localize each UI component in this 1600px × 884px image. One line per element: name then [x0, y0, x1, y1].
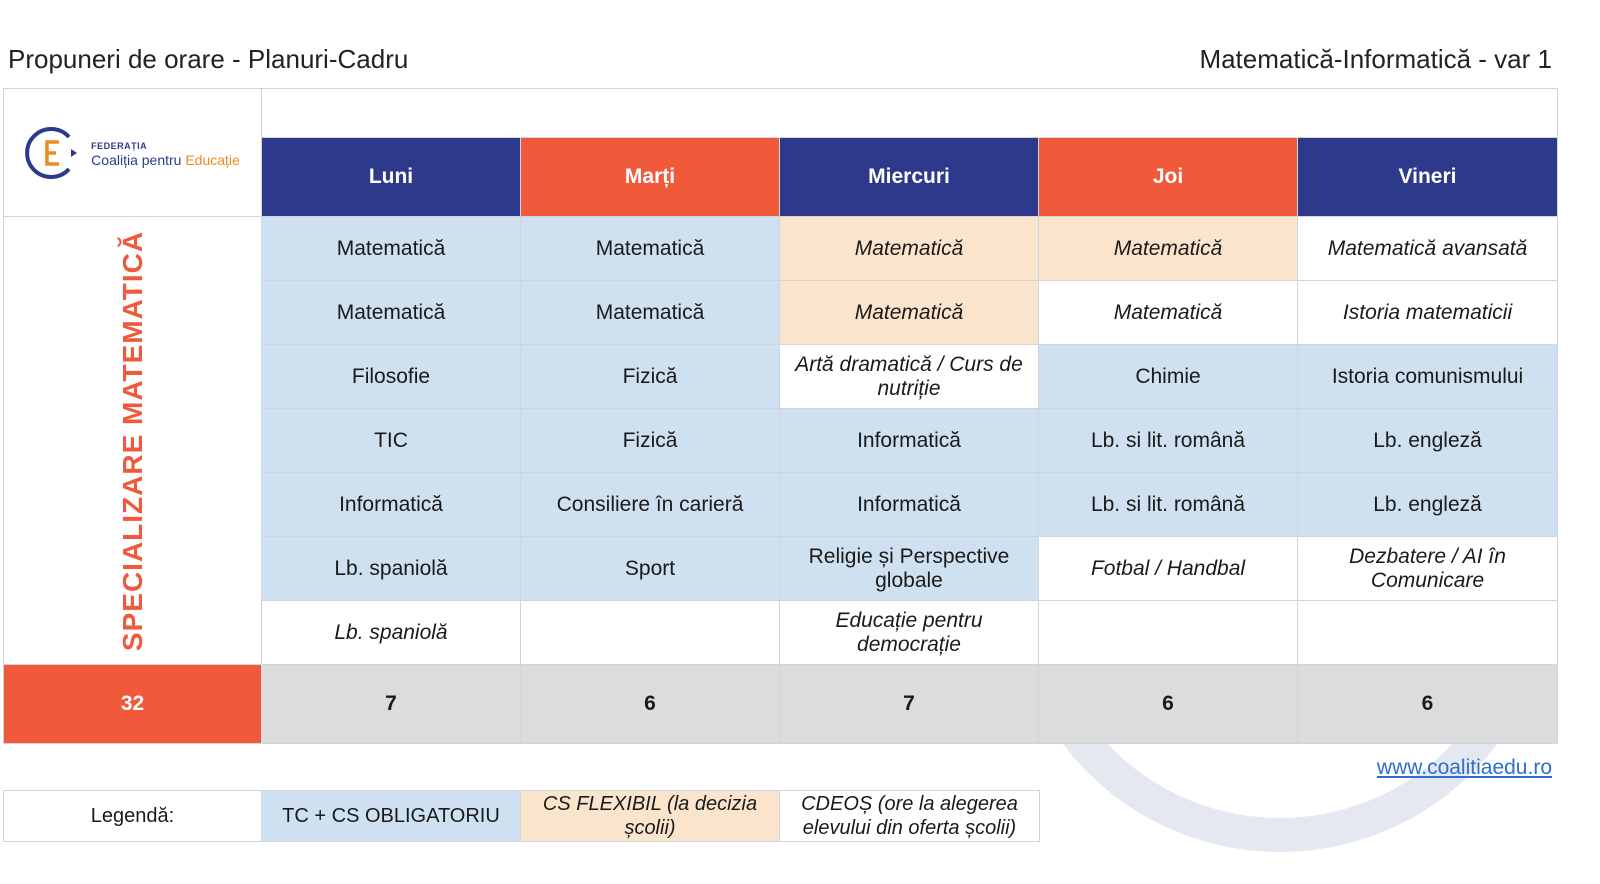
coalitia-logo-icon — [25, 125, 81, 181]
day-header-marti: Marți — [521, 138, 780, 217]
schedule-cell: TIC — [262, 409, 521, 473]
schedule-cell — [1298, 601, 1558, 665]
page-subtitle: Matematică-Informatică - var 1 — [1199, 44, 1552, 74]
day-total: 6 — [1039, 665, 1298, 744]
schedule-cell: Matematică — [1039, 281, 1298, 345]
totals-row — [4, 665, 1558, 744]
schedule-cell: Informatică — [780, 473, 1039, 537]
legend-table — [3, 790, 1040, 842]
schedule-cell: Istoria comunismului — [1298, 345, 1558, 409]
schedule-cell — [521, 601, 780, 665]
schedule-cell: Matematică avansată — [1298, 217, 1558, 281]
schedule-cell — [1039, 601, 1298, 665]
day-header-vineri: Vineri — [1298, 138, 1558, 217]
logo — [4, 89, 262, 217]
schedule-cell: Religie și Perspective globale — [780, 537, 1039, 601]
schedule-cell: Matematică — [262, 281, 521, 345]
schedule-cell: Matematică — [521, 217, 780, 281]
day-header-joi: Joi — [1039, 138, 1298, 217]
page-title: Propuneri de orare - Planuri-Cadru — [8, 44, 409, 74]
schedule-cell: Lb. si lit. română — [1039, 409, 1298, 473]
schedule-cell: Lb. spaniolă — [262, 537, 521, 601]
specialization-label-cell — [4, 217, 262, 665]
legend-tc-cs: TC + CS OBLIGATORIU — [262, 791, 521, 842]
website-link[interactable]: www.coalitiaedu.ro — [1376, 756, 1552, 779]
logo-name: Coaliția pentru — [91, 151, 186, 168]
schedule-cell: Fizică — [521, 345, 780, 409]
schedule-cell: Matematică — [1039, 217, 1298, 281]
day-header-luni: Luni — [262, 138, 521, 217]
schedule-cell: Lb. si lit. română — [1039, 473, 1298, 537]
legend-cdeos: CDEOȘ (ore la alegerea elevului din oferta școlii) — [780, 791, 1040, 842]
logo-name-accent: Educație — [185, 151, 240, 168]
schedule-cell: Filosofie — [262, 345, 521, 409]
day-total: 6 — [521, 665, 780, 744]
schedule-cell: Chimie — [1039, 345, 1298, 409]
header-spacer — [262, 89, 1558, 138]
schedule-cell: Matematică — [262, 217, 521, 281]
schedule-cell: Lb. engleză — [1298, 409, 1558, 473]
legend-label: Legendă: — [4, 791, 262, 842]
schedule-cell: Artă dramatică / Curs de nutriție — [780, 345, 1039, 409]
schedule-table — [3, 88, 1558, 744]
day-header-miercuri: Miercuri — [780, 138, 1039, 217]
schedule-cell: Matematică — [780, 217, 1039, 281]
specialization-label: SPECIALIZARE MATEMATICĂ — [116, 230, 148, 651]
total-hours: 32 — [4, 665, 262, 744]
schedule-cell: Lb. engleză — [1298, 473, 1558, 537]
day-total: 7 — [262, 665, 521, 744]
schedule-cell: Fotbal / Handbal — [1039, 537, 1298, 601]
schedule-cell: Sport — [521, 537, 780, 601]
schedule-cell: Dezbatere / AI în Comunicare — [1298, 537, 1558, 601]
schedule-cell: Consiliere în carieră — [521, 473, 780, 537]
schedule-cell: Fizică — [521, 409, 780, 473]
legend-cs-flexibil: CS FLEXIBIL (la decizia școlii) — [521, 791, 780, 842]
schedule-cell: Lb. spaniolă — [262, 601, 521, 665]
logo-federatia: FEDERAȚIA — [91, 140, 148, 151]
day-total: 6 — [1298, 665, 1558, 744]
schedule-cell: Educație pentru democrație — [780, 601, 1039, 665]
schedule-grid — [3, 88, 1557, 744]
schedule-cell: Matematică — [780, 281, 1039, 345]
schedule-cell: Informatică — [780, 409, 1039, 473]
schedule-cell: Istoria matematicii — [1298, 281, 1558, 345]
schedule-cell: Matematică — [521, 281, 780, 345]
schedule-cell: Informatică — [262, 473, 521, 537]
day-total: 7 — [780, 665, 1039, 744]
schedule-row — [4, 217, 1558, 281]
